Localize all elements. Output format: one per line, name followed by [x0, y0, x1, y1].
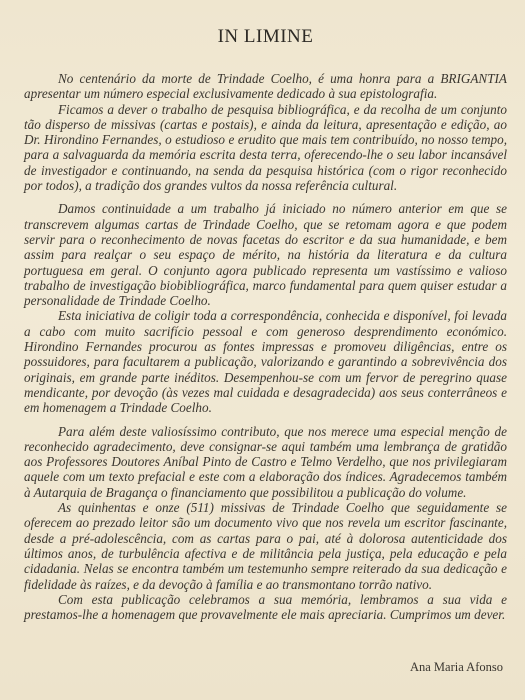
paragraph-4: Esta iniciativa de coligir toda a correspondência, conhecida e disponível, foi levada a cabo com muito sacrifício pessoal e com generoso desprendimento económico. Hirondino Fernandes procurou as fontes impressas e promoveu diligências, entre os possuidores, para facultarem a publicação, valorizando e garantindo a sobrevivência dos originais, em grande parte inéditos. Desempenhou-se com um fervor de peregrino quase mendicante, por devoção (às vezes mal cuidada e desagradecida) aos seus conterrâneos e em homenagem a Trindade Coelho. — [24, 308, 507, 416]
paragraph-7: Com esta publicação celebramos a sua memória, lembramos a sua vida e prestamos-lhe a homenagem que provavelmente ele mais apreciaria. Cumprimos um dever. — [24, 591, 507, 623]
paragraph-5: Para além deste valiosíssimo contributo, que nos merece uma especial menção de reconhecido agradecimento, deve consignar-se aqui também uma lembrança de gratidão aos Professores Doutores Aníbal Pinto de Castro e Telmo Verdelho, que nos privilegiaram aquele com um texto prefacial e este com a elaboração dos índices. Agradecemos também à Autarquia de Bragança o financiamento que possibilitou a publicação do volume. — [24, 423, 507, 500]
paragraph-6: As quinhentas e onze (511) missivas de Trindade Coelho que seguidamente se oferecem ao prezado leitor são um documento vivo que nos revela um escritor fascinante, desde a pré-adolescência, com as cartas para o pai, até à dolorosa autenticidade dos últimos anos, de turbulência afectiva e de militância pela justiça, pela educação e pela cidadania. Nelas se encontra também um testemunho sempre reiterado da sua dedicação e fidelidade às raízes, e da devoção à família e ao transmontano torrão nativo. — [24, 500, 507, 592]
body-text — [24, 71, 507, 622]
author-signature: Ana Maria Afonso — [409, 660, 503, 674]
paragraph-2: Ficamos a dever o trabalho de pesquisa bibliográfica, e da recolha de um conjunto tão disperso de missivas (cartas e postais), e ainda da leitura, apresentação e edição, ao Dr. Hirondino Fernandes, o estudioso e erudito que mais tem contribuído, no nosso tempo, para a salvaguarda da memória escrita desta terra, oferecendo-lhe o seu labor incansável de investigador e continuando, na senda da pesquisa histórica (com o rigor reconhecido por todos), a tradição dos grandes vultos da nossa referência cultural. — [24, 101, 507, 194]
page-title: IN LIMINE — [217, 26, 314, 47]
paragraph-3: Damos continuidade a um trabalho já iniciado no número anterior em que se transcrevem algumas cartas de Trindade Coelho, que se retomam agora e que podem servir para o reconhecimento de novas facetas do escritor e da sua humanidade, e bem assim para realçar o seu espaço de mérito, na história da literatura e da cultura portuguesa em geral. O conjunto agora publicado representa um vastíssimo e valioso trabalho de investigação biobibliográfica, marco fundamental para quem quiser estudar a personalidade de Trindade Coelho. — [24, 201, 507, 309]
paragraph-1: No centenário da morte de Trindade Coelho, é uma honra para a BRIGANTIA apresentar um número especial exclusivamente dedicado à sua epistolografia. — [24, 71, 507, 102]
